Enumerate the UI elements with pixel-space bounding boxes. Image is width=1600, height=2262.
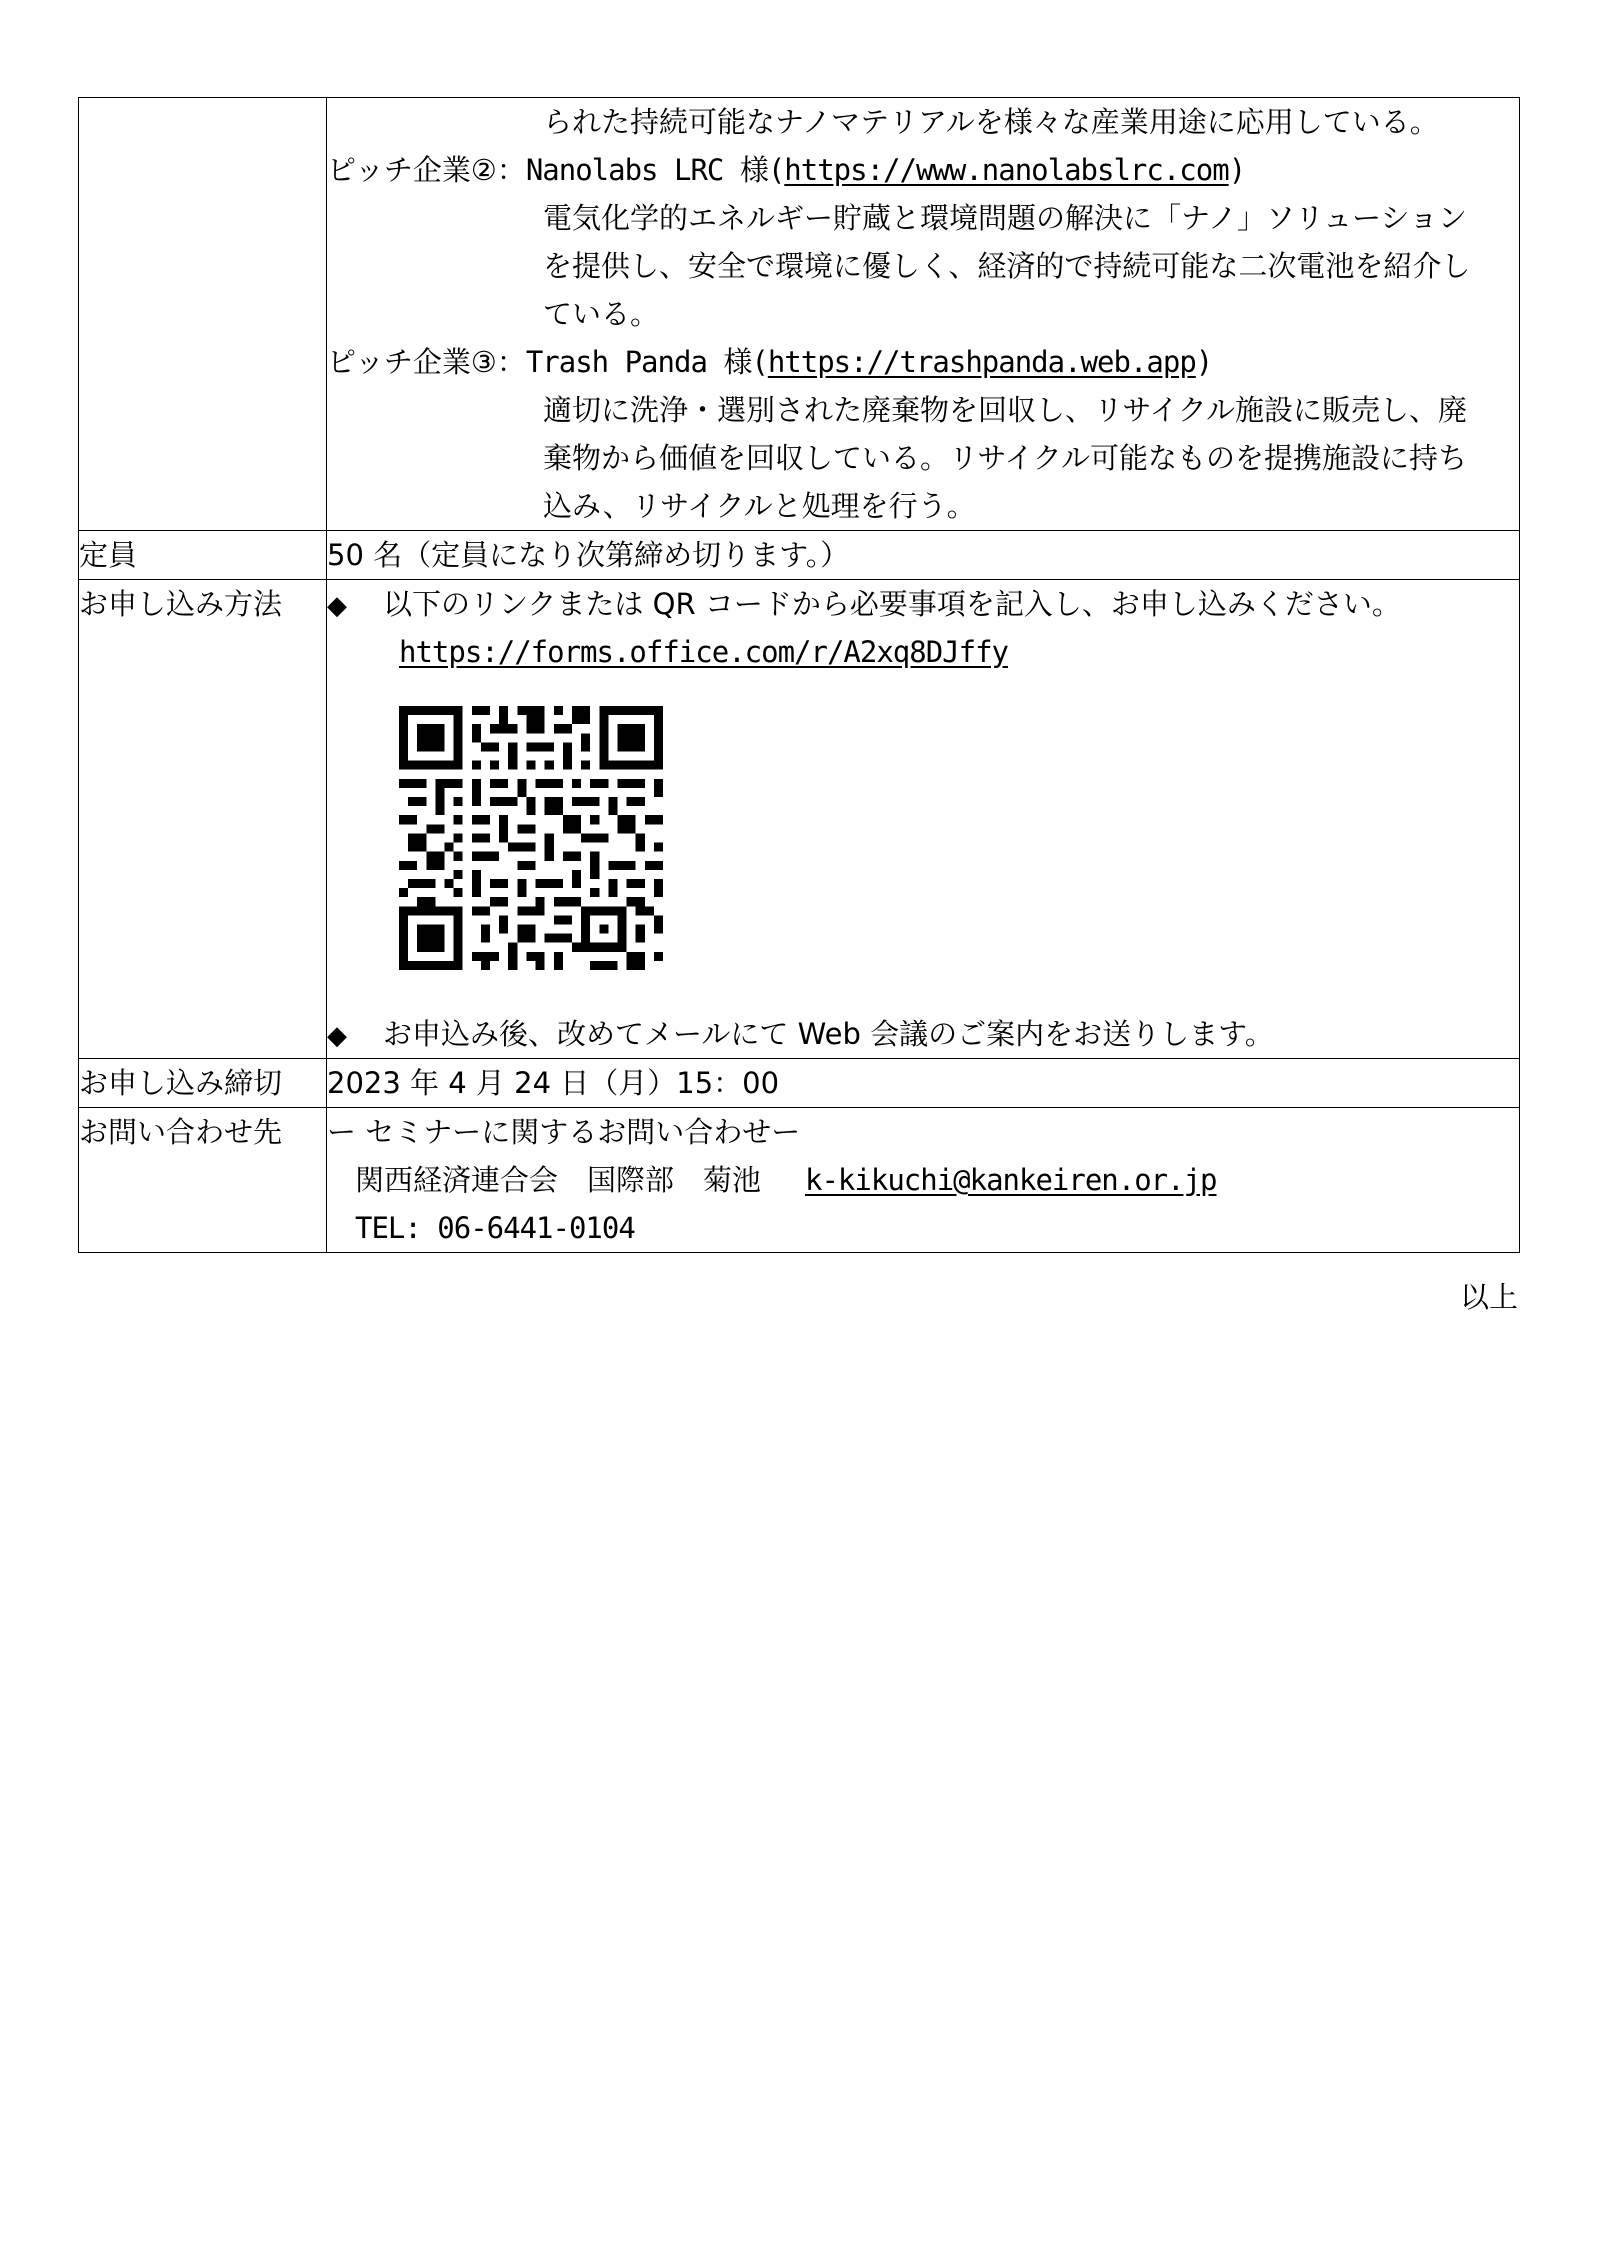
diamond-icon: ◆ [327,1021,347,1051]
contact-email-link[interactable]: k-kikuchi@kankeiren.or.jp [805,1163,1217,1197]
pitch3-close-paren: ) [1195,345,1213,379]
pitch2-label: ピッチ企業②： [327,153,526,187]
pitch2-desc-line: ている。 [543,297,660,331]
pitch3-label: ピッチ企業③： [327,345,526,379]
contact-tel: TEL: 06-6441-0104 [355,1211,635,1245]
pitch3-name: Trash Panda 様( [525,345,768,379]
pitch2-url-link[interactable]: https://www.nanolabslrc.com [784,153,1229,187]
pitch-content-cell [327,98,1520,531]
info-table [78,97,1520,1253]
pitch3-desc-line: 棄物から価値を回収している。リサイクル可能なものを提携施設に持ち [543,441,1467,475]
pitch1-desc-continuation: られた持続可能なナノマテリアルを様々な産業用途に応用している。 [543,105,1439,139]
capacity-value [327,531,1520,580]
contact-org-line [327,1156,1519,1204]
contact-heading: ー セミナーに関するお問い合わせー [327,1115,801,1149]
deadline-row [79,1059,1520,1108]
contact-content [327,1108,1520,1253]
apply-bullet-1-text: 以下のリンクまたは QR コードから必要事項を記入し、お申し込みください。 [383,587,1401,621]
apply-form-link[interactable]: https://forms.office.com/r/A2xq8DJffy [399,635,1009,669]
qr-code-icon[interactable] [399,706,663,970]
apply-url-line [327,628,1519,676]
pitch3-header [327,338,1519,386]
contact-org: 関西経済連合会 国際部 菊池 [355,1163,762,1197]
apply-content [327,580,1520,1059]
pitch3-desc-line: 込み、リサイクルと処理を行う。 [543,489,976,523]
deadline-label: お申し込み締切 [79,1059,327,1108]
deadline-value-cell [327,1059,1520,1108]
capacity-label: 定員 [79,531,327,580]
apply-label: お申し込み方法 [79,580,327,1059]
apply-bullet-2 [327,1010,1519,1058]
pitch2-desc-line: 電気化学的エネルギー貯蔵と環境問題の解決に「ナノ」ソリューション [543,201,1467,235]
pitch-label-cell [79,98,327,531]
apply-bullet-2-text: お申込み後、改めてメールにて Web 会議のご案内をお送りします。 [383,1017,1274,1051]
closing-text: 以上 [1459,1280,1518,1314]
pitch2-name: Nanolabs LRC 様( [525,153,785,187]
contact-row [79,1108,1520,1253]
pitch3-url-link[interactable]: https://trashpanda.web.app [767,345,1196,379]
capacity-row [79,531,1520,580]
capacity-text: 50 名（定員になり次第締め切ります。） [327,538,850,572]
pitch3-desc-line: 適切に洗浄・選別された廃棄物を回収し、リサイクル施設に販売し、廃 [543,393,1467,427]
pitch2-desc-line: を提供し、安全で環境に優しく、経済的で持続可能な二次電池を紹介し [543,249,1471,283]
pitch-row [79,98,1520,531]
pitch2-close-paren: ) [1228,153,1246,187]
pitch2-header [327,146,1519,194]
apply-row [79,580,1520,1059]
contact-label: お問い合わせ先 [79,1108,327,1253]
apply-bullet-1 [327,580,1519,628]
deadline-value: 2023 年 4 月 24 日（月）15：00 [327,1066,780,1100]
diamond-icon: ◆ [327,591,347,621]
